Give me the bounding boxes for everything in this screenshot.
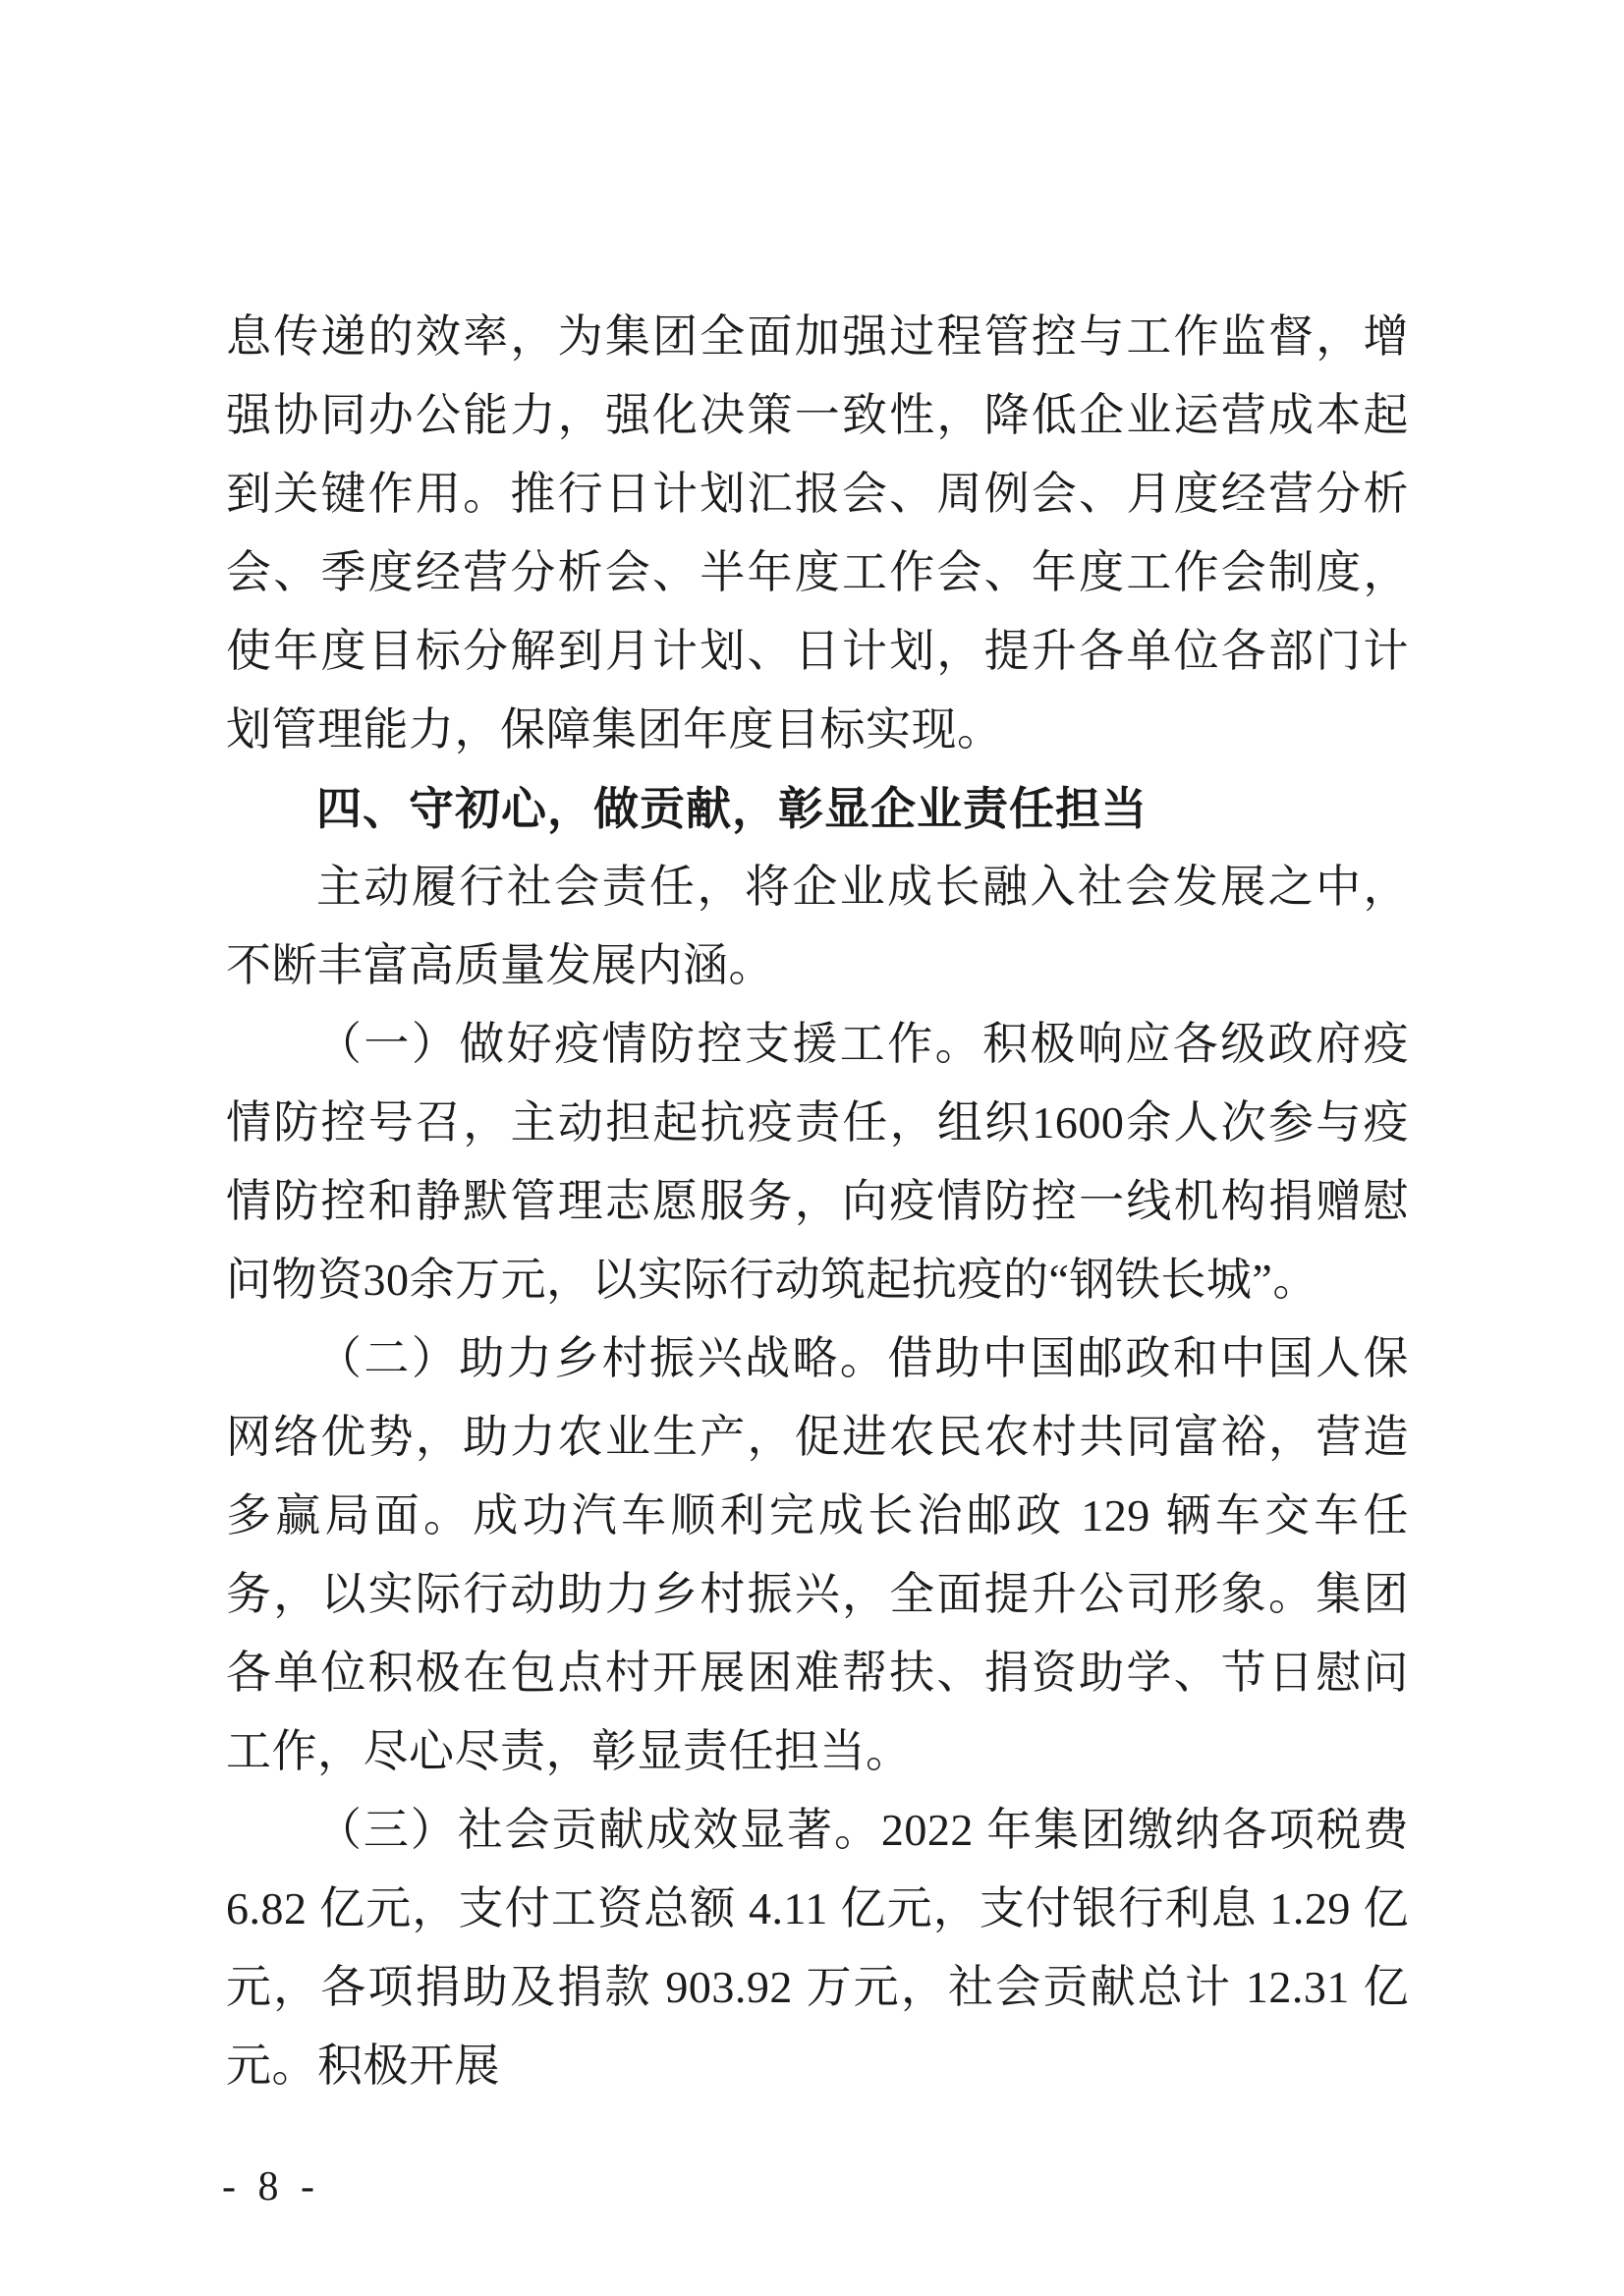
item-1-title: （一）做好疫情防控支援工作。 [316, 1019, 983, 1069]
paragraph-management-continuation: 息传递的效率，为集团全面加强过程管控与工作监督，增强协同办公能力，强化决策一致性，降低企业运营成本起到关键作用。推行日计划汇报会、周例会、月度经营分析会、季度经营分析会、半年度工作会、年度工作会制度，使年度目标分解到月计划、日计划，提升各单位各部门计划管理能力，保障集团年度目标实现。 [226, 311, 1409, 755]
paragraph-item-2 [226, 1319, 1409, 1791]
item-2-title: （二）助力乡村振兴战略。 [316, 1333, 888, 1383]
page-number: - 8 - [222, 2164, 320, 2210]
item-3-title: （三）社会贡献成效显著。 [316, 1805, 881, 1855]
paragraph-item-1 [226, 1005, 1409, 1319]
document-body [226, 298, 1409, 2105]
item-2-text: 借助中国邮政和中国人保网络优势，助力农业生产，促进农民农村共同富裕，营造多赢局面。成功汽车顺利完成长治邮政 129 辆车交车任务，以实际行动助力乡村振兴，全面提升公司形象。集团各单位积极在包点村开展困难帮扶、捐资助学、节日慰问工作，尽心尽责，彰显责任担当。 [226, 1333, 1410, 1776]
section-heading-4: 四、守初心，做贡献，彰显企业责任担当 [316, 782, 1148, 835]
item-1-text: 积极响应各级政府疫情防控号召，主动担起抗疫责任，组织1600余人次参与疫情防控和静默管理志愿服务，向疫情防控一线机构捐赠慰问物资30余万元，以实际行动筑起抗疫的“钢铁长城”。 [226, 1019, 1410, 1305]
item-3-text: 2022 年集团缴纳各项税费 6.82 亿元，支付工资总额 4.11 亿元，支付银行利息 1.29 亿元，各项捐助及捐款 903.92 万元，社会贡献总计 12.31 亿元。积极开展 [226, 1805, 1410, 2091]
paragraph-item-3 [226, 1791, 1409, 2105]
paragraph-social-responsibility-intro: 主动履行社会责任，将企业成长融入社会发展之中，不断丰富高质量发展内涵。 [226, 862, 1409, 990]
